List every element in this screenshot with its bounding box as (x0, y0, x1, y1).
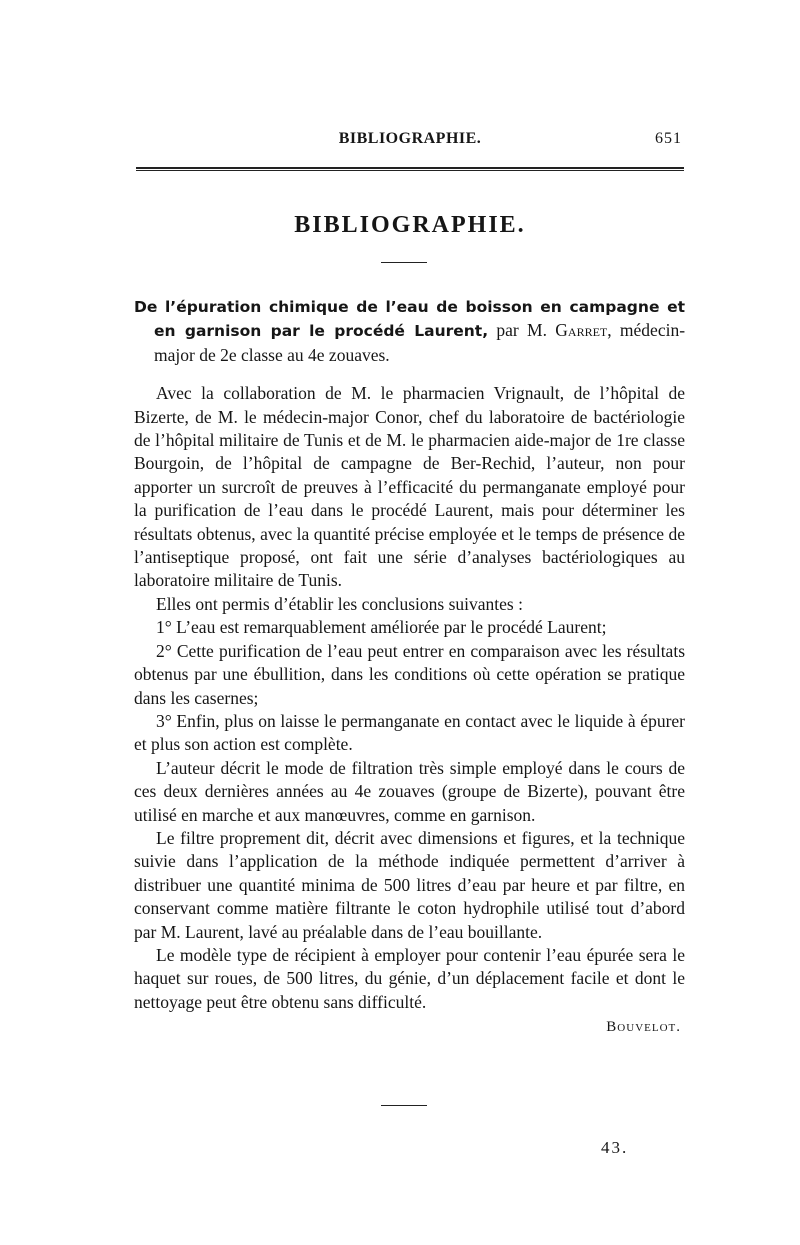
article-author-rank: , médecin-major de 2e classe au 4e zouaves. (154, 320, 686, 365)
author-signature: Bouvelot. (606, 1019, 681, 1036)
paragraph-conclusion-1: 1° L’eau est remarquablement améliorée par le procédé Laurent; (156, 617, 607, 638)
paragraph-conclusion-2: 2° Cette purification de l’eau peut entrer en comparaison avec les résultats obtenus par une ébullition, dans les conditions où cette opération se pratique dans les casernes; (134, 640, 685, 708)
article-author: Garret (555, 320, 608, 341)
paragraph-container-model: Le modèle type de récipient à employer pour contenir l’eau épurée sera le haquet sur roues, de 500 litres, du génie, d’un déplacement facile et dont le nettoyage peut être obtenu sans difficulté. (134, 944, 685, 1012)
sheet-signature-number: 43. (601, 1138, 629, 1157)
paragraph-filtration-mode: L’auteur décrit le mode de filtration très simple employé dans le cours de ces deux dernières années au 4e zouaves (groupe de Bizerte), pouvant être utilisé en marche et aux manœuvres, comme en garnison. (134, 757, 685, 825)
article (134, 295, 685, 1040)
article-heading (134, 295, 685, 367)
paragraph-filter-description: Le filtre proprement dit, décrit avec dimensions et figures, et la technique suivie dans l’application de la méthode indiquée permettent d’arriver à distribuer une quantité minima de 500 litres d’eau par heure et par filtre, en conservant comme matière filtrante le coton hydrophile utilisé tout d’abord par M. Laurent, lavé au préalable dans de l’eau bouillante. (134, 827, 685, 942)
article-by: par M. (496, 320, 547, 341)
article-title: De l’épuration chimique de l’eau de boisson en campagne et en garnison par le procédé Laurent, (134, 298, 685, 341)
paragraph-conclusions-intro: Elles ont permis d’établir les conclusions suivantes : (156, 593, 523, 614)
paragraph-conclusion-3: 3° Enfin, plus on laisse le permanganate en contact avec le liquide à épurer et plus son action est complète. (134, 710, 685, 755)
page-number: 651 (655, 130, 682, 147)
header-rule (136, 167, 684, 171)
section-title: BIBLIOGRAPHIE. (294, 212, 526, 238)
closing-divider (381, 1105, 427, 1106)
title-divider (381, 262, 427, 263)
running-head (136, 130, 684, 158)
running-head-title: BIBLIOGRAPHIE. (338, 130, 482, 147)
paragraph-collaboration: Avec la collaboration de M. le pharmacien Vrignault, de l’hôpital de Bizerte, de M. le médecin-major Conor, chef du laboratoire de bactériologie de l’hôpital militaire de Tunis et de M. le pharmacien aide-major de 1re classe Bourgoin, de l’hôpital de campagne de Ber-Rechid, l’auteur, non pour apporter un surcroît de preuves à l’efficacité du permanganate employé pour la purification de l’eau dans le procédé Laurent, mais pour déterminer les résultats obtenus, avec la quantité précise employée et le temps de présence de l’antiseptique proposé, ont fait une série d’analyses bactériologiques au laboratoire militaire de Tunis. (134, 383, 685, 591)
